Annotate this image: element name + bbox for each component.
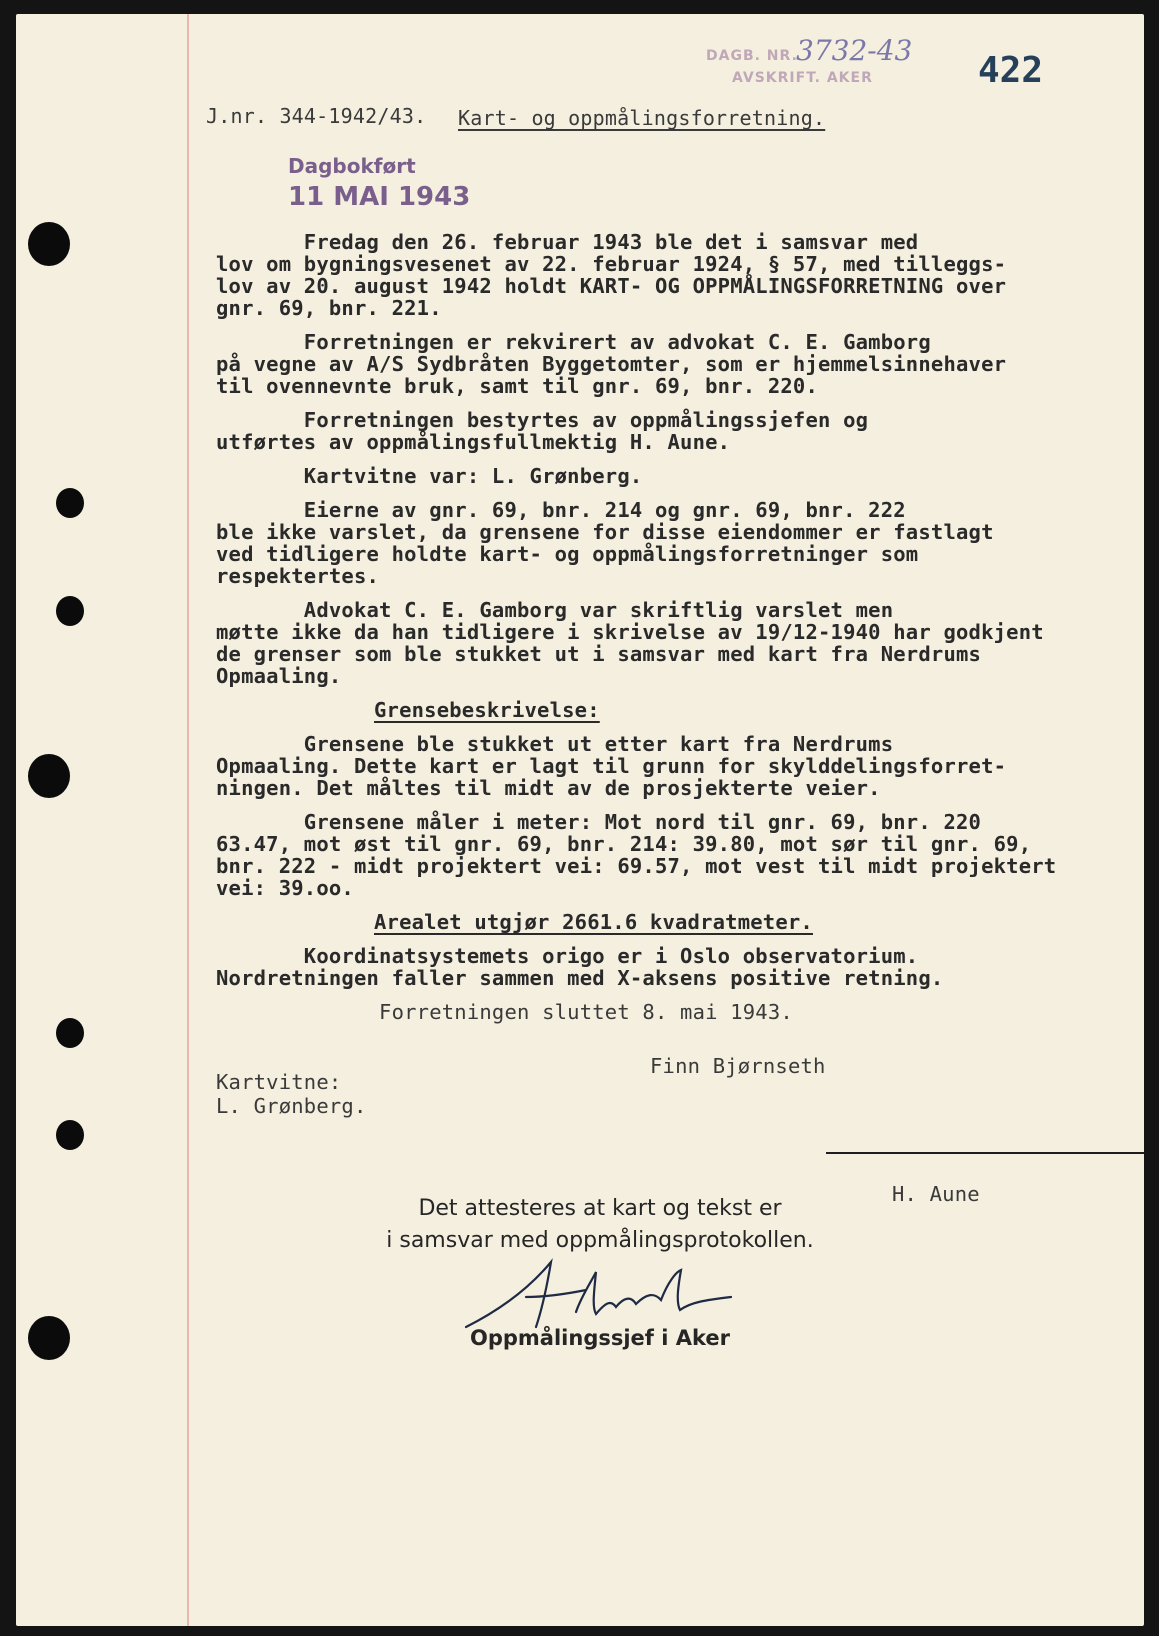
closing-line: Koordinatsystemets origo er i Oslo observatorium. [216,944,919,968]
dagbokfort-date: 11 MAI 1943 [288,182,471,212]
body-line: ble ikke varslet, da grensene for disse eiendommer er fastlagt [216,520,994,544]
dagb-number: 3732-43 [796,34,913,67]
body-line: Opmaaling. [216,664,342,688]
section-line: Grensene ble stukket ut etter kart fra Nerdrums [216,732,894,756]
margin-rule [187,14,189,1626]
punch-hole [56,596,84,626]
section-line: bnr. 222 - midt projektert vei: 69.57, mot vest til midt projektert [216,854,1057,878]
section-line: Opmaaling. Dette kart er lagt til grunn for skylddelingsforret- [216,754,1007,778]
body-line: ved tidligere holdte kart- og oppmålingsforretninger som [216,542,919,566]
document-page [16,14,1144,1626]
avskrift-stamp: AVSKRIFT. AKER [732,70,873,86]
attestation-title: Oppmålingssjef i Aker [470,1326,730,1350]
signer-name: Finn Bjørnseth [650,1054,826,1078]
punch-hole [28,754,70,798]
body-line: de grenser som ble stukket ut i samsvar med kart fra Nerdrums [216,642,982,666]
punch-hole [28,1316,70,1360]
section-line: vei: 39.oo. [216,876,354,900]
punch-hole [28,222,70,266]
body-line: til ovennevnte bruk, samt til gnr. 69, bnr. 220. [216,374,819,398]
closing-line: Nordretningen faller sammen med X-aksens positive retning. [216,966,944,990]
body-line: Eierne av gnr. 69, bnr. 214 og gnr. 69, bnr. 222 [216,498,906,522]
section-heading: Grensebeskrivelse: [374,698,600,722]
page-number: 422 [978,50,1044,91]
body-line: møtte ikke da han tidligere i skrivelse av 19/12-1940 har godkjent [216,620,1044,644]
punch-hole [56,1018,84,1048]
body-line: Kartvitne var: L. Grønberg. [216,464,643,488]
closing-line: Forretningen sluttet 8. mai 1943. [216,1000,793,1024]
body-line: Forretningen er rekvirert av advokat C. E. Gamborg [216,330,931,354]
second-signer: H. Aune [892,1182,980,1206]
attestation-line-2: i samsvar med oppmålingsprotokollen. [386,1228,814,1253]
body-line: Fredag den 26. februar 1943 ble det i samsvar med [216,230,919,254]
body-line: Advokat C. E. Gamborg var skriftlig varslet men [216,598,894,622]
witness-name: L. Grønberg. [216,1094,367,1118]
journal-number: J.nr. 344-1942/43. [206,104,427,128]
body-line: utførtes av oppmålingsfullmektig H. Aune. [216,430,731,454]
body-line: lov om bygningsvesenet av 22. februar 1924, § 57, med tilleggs- [216,252,1007,276]
body-line: respektertes. [216,564,380,588]
body-line: lov av 20. august 1942 holdt KART- OG OPPMÅLINGSFORRETNING over [216,274,1007,298]
dagb-label: DAGB. NR. [706,48,798,64]
punch-hole [56,1120,84,1150]
section-line: Grensene måler i meter: Mot nord til gnr. 69, bnr. 220 [216,810,982,834]
section-line: 63.47, mot øst til gnr. 69, bnr. 214: 39.80, mot sør til gnr. 69, [216,832,1032,856]
witness-label: Kartvitne: [216,1070,342,1094]
punch-hole [56,488,84,518]
body-line: på vegne av A/S Sydbråten Byggetomter, som er hjemmelsinnehaver [216,352,1007,376]
document-title: Kart- og oppmålingsforretning. [458,106,826,130]
area-statement: Arealet utgjør 2661.6 kvadratmeter. [374,910,813,934]
signature-rule [826,1152,1144,1154]
body-line: Forretningen bestyrtes av oppmålingssjefen og [216,408,869,432]
dagbokfort-label: Dagbokført [288,154,416,178]
body-line: gnr. 69, bnr. 221. [216,296,442,320]
attestation-line-1: Det attesteres at kart og tekst er [418,1196,782,1221]
section-line: ningen. Det måltes til midt av de prosjekterte veier. [216,776,881,800]
